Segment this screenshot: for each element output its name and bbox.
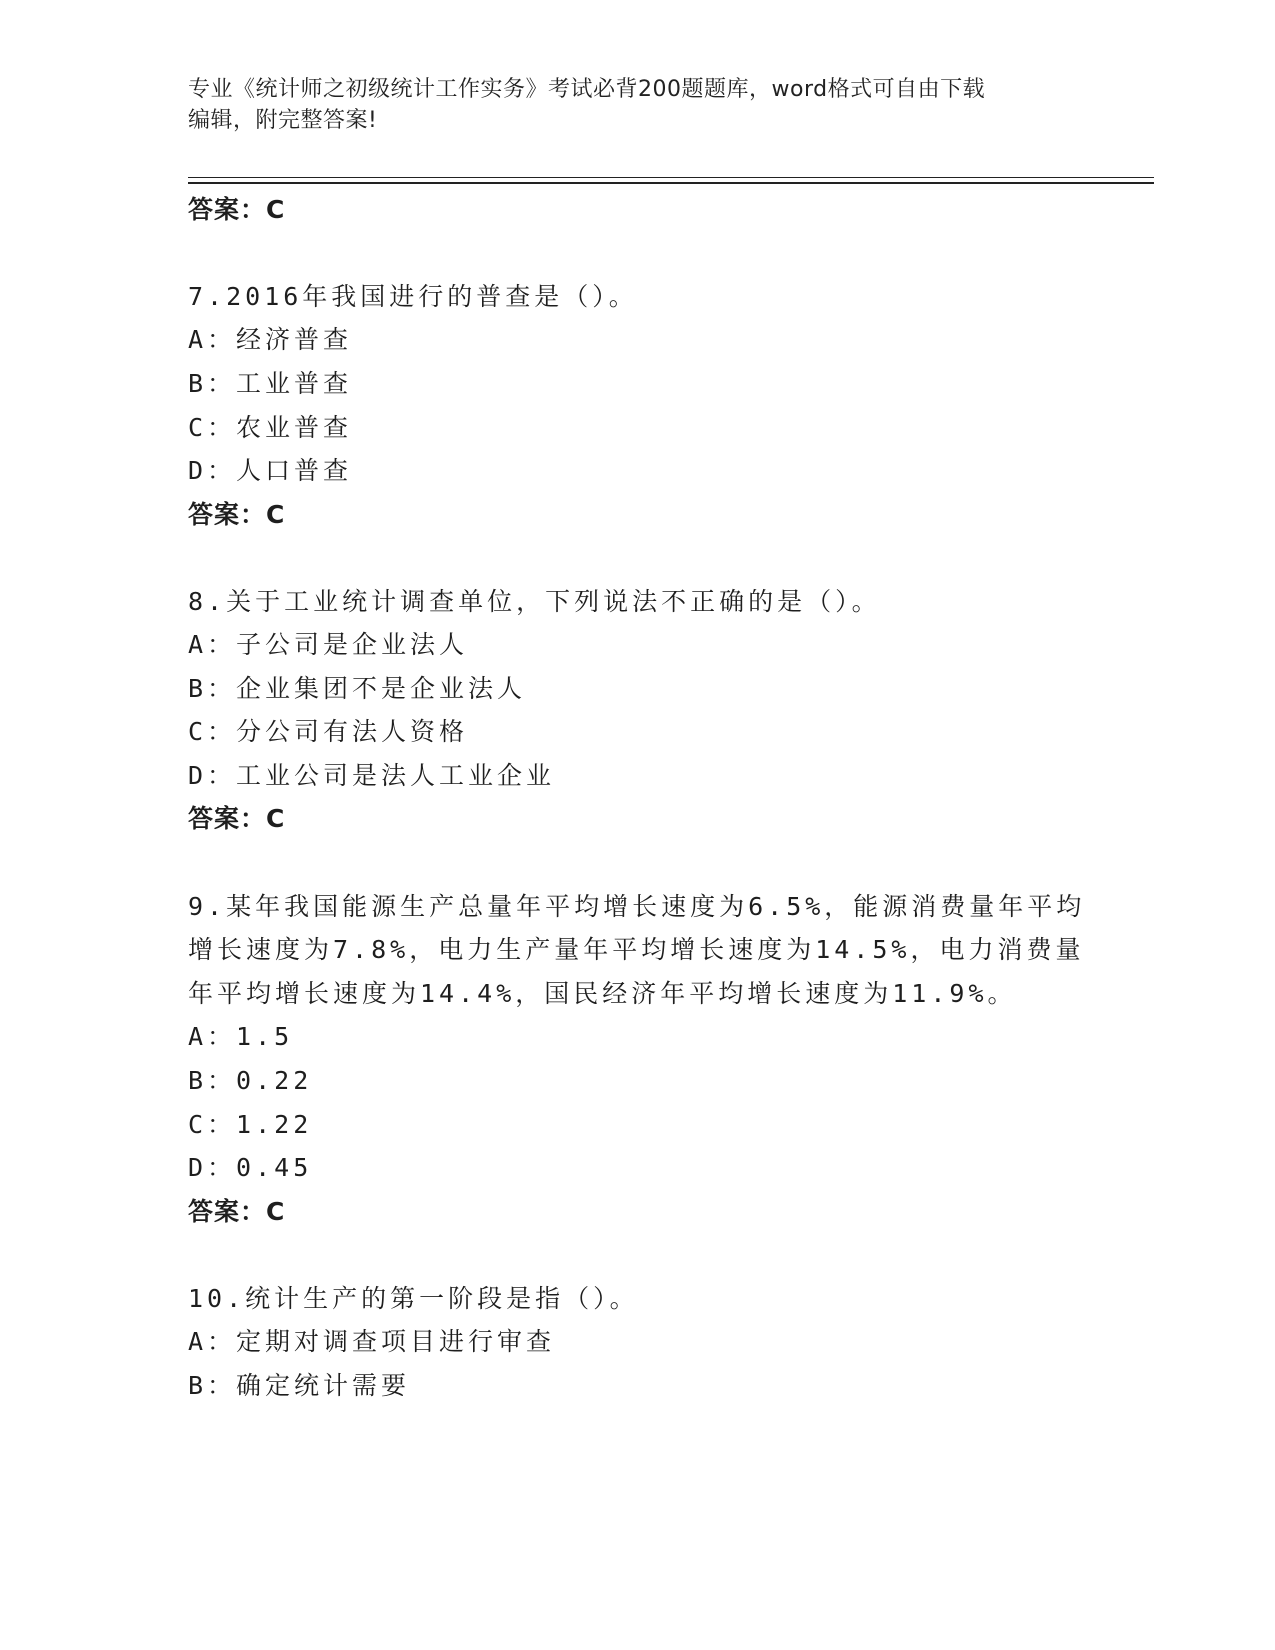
- question-9-line-3: 年平均增长速度为14.4%，国民经济年平均增长速度为11.9%。: [188, 979, 1017, 1008]
- q10-option-b: B：确定统计需要: [188, 1371, 411, 1400]
- q8-option-d: D：工业公司是法人工业企业: [188, 761, 556, 790]
- q8-answer: 答案：C: [188, 804, 286, 833]
- q7-option-a: A：经济普查: [188, 325, 353, 354]
- q7-option-c: C：农业普查: [188, 413, 353, 442]
- document-header: [188, 74, 1088, 136]
- q9-option-b: B：0.22: [188, 1066, 313, 1095]
- q9-option-d: D：0.45: [188, 1153, 313, 1182]
- question-9-line-1: 9.某年我国能源生产总量年平均增长速度为6.5%，能源消费量年平均: [188, 892, 1086, 921]
- header-divider-thick: [188, 182, 1154, 184]
- q9-option-a: A：1.5: [188, 1022, 294, 1051]
- question-9-line-2: 增长速度为7.8%，电力生产量年平均增长速度为14.5%，电力消费量: [188, 935, 1085, 964]
- question-7: 7.2016年我国进行的普查是（）。: [188, 282, 638, 311]
- question-8: 8.关于工业统计调查单位，下列说法不正确的是（）。: [188, 587, 881, 616]
- q7-answer: 答案：C: [188, 500, 286, 529]
- q7-option-b: B：工业普查: [188, 369, 353, 398]
- header-line-1: 专业《统计师之初级统计工作实务》考试必背200题题库，word格式可自由下载: [188, 77, 986, 102]
- answer-previous: 答案：C: [188, 195, 286, 224]
- q8-option-a: A：子公司是企业法人: [188, 630, 469, 659]
- q8-option-b: B：企业集团不是企业法人: [188, 674, 527, 703]
- q9-option-c: C：1.22: [188, 1110, 313, 1139]
- header-line-2: 编辑，附完整答案!: [188, 108, 378, 133]
- q10-option-a: A：定期对调查项目进行审查: [188, 1327, 556, 1356]
- question-10: 10.统计生产的第一阶段是指（）。: [188, 1284, 639, 1313]
- header-divider-thin: [188, 177, 1154, 178]
- q8-option-c: C：分公司有法人资格: [188, 717, 469, 746]
- q7-option-d: D：人口普查: [188, 456, 353, 485]
- q9-answer: 答案：C: [188, 1197, 286, 1226]
